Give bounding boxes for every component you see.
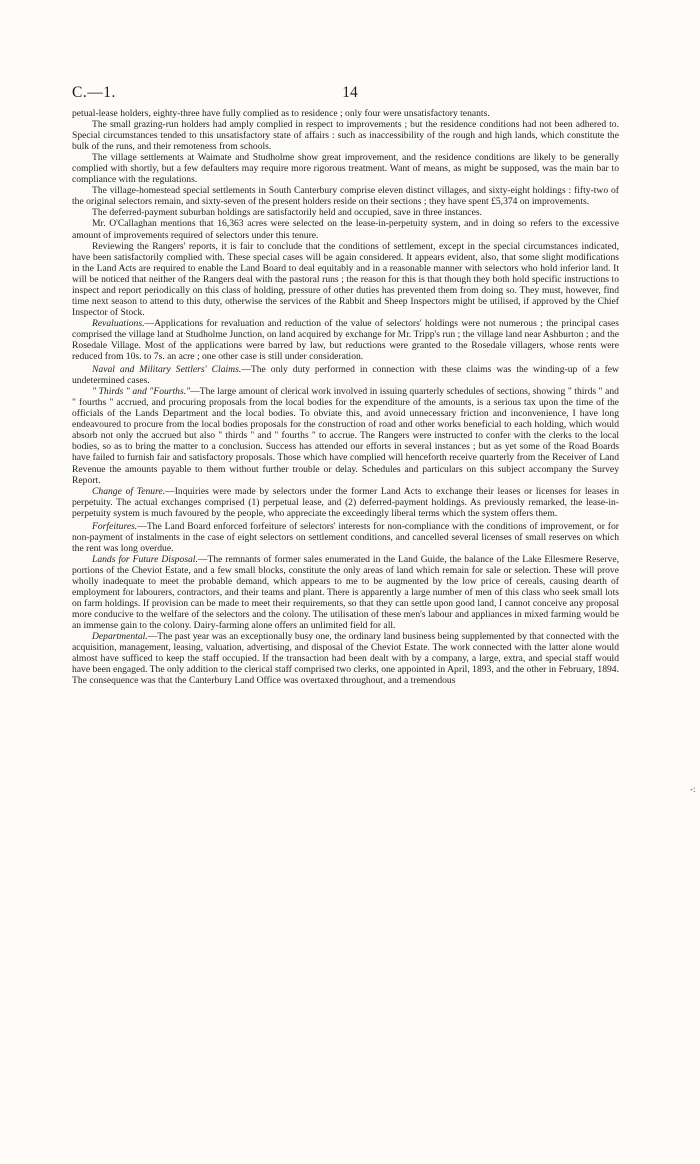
paragraph: Mr. O'Callaghan mentions that 16,363 acres were selected on the lease-in-perpetuity system, and in doing so refers to the excessive amount of improvements required of selectors under this tenure.	[72, 218, 619, 241]
page-number: 14	[342, 84, 358, 101]
paragraph-departmental: Departmental.—The past year was an exceptionally busy one, the ordinary land business being supplemented by that connected with the acquisition, management, leasing, valuation, advertising, and disposal of the Cheviot Estate. The work connected with the latter alone would almost have sufficed to keep the staff occupied. If the transaction had been dealt with by a company, a large, extra, and special staff would have been engaged. The only addition to the clerical staff comprised two clerks, one appointed in April, 1893, and the other in February, 1894. The consequence was that the Canterbury Land Office was overtaxed throughout, and a tremendous	[72, 631, 619, 687]
paragraph: Reviewing the Rangers' reports, it is fair to conclude that the conditions of settlement, except in the special circumstances indicated, have been satisfactorily complied with. These special cases will be again considered. It appears evident, also, that some slight modifications in the Land Acts are required to enable the Land Board to deal equitably and in a reasonable manner with selectors who hold inferior land. It will be noticed that neither of the Rangers deal with the pastoral runs ; the reason for this is that though they both hold specific instructions to inspect and report periodically on this class of holding, pressure of other duties has prevented them from doing so. They must, however, find time next season to attend to this duty, otherwise the services of the Rabbit and Sheep Inspectors might be utilised, if approved by the Chief Inspector of Stock.	[72, 240, 619, 318]
section-heading: Naval and Military Settlers' Claims.	[92, 364, 242, 376]
paragraph-revaluations: Revaluations.—Applications for revaluation and reduction of the value of selectors' holdings were not numerous ; the principal cases comprised the village land at Studholme Junction, on land acquired by exchange for Mr. Tripp's run ; the village land near Ashburton ; and the Rosedale Village. Most of the applications were barred by law, but reductions were granted to the Rosedale villagers, whose rents were reduced from 10s. to 7s. an acre ; one other case is still under consideration.	[72, 317, 619, 363]
paragraph-change-of-tenure: Change of Tenure.—Inquiries were made by selectors under the former Land Acts to exchange their leases or licenses for leases in perpetuity. The actual exchanges comprised (1) perpetual lease, and (2) deferred-payment holdings. As previously remarked, the lease-in-perpetuity system is much favoured by the people, who appreciate the exceedingly liberal terms which the system offers them.	[72, 485, 619, 519]
paragraph: The deferred-payment suburban holdings are satisfactorily held and occupied, save in three instances.	[92, 207, 483, 219]
paragraph: The village-homestead special settlements in South Canterbury comprise eleven distinct villages, and sixty-eight holdings : fifty-two of the original selectors remain, and sixty-seven of the present holders reside on their sections ; they have spent £5,374 on improvements.	[72, 185, 619, 208]
paragraph-thirds-fourths: " Thirds " and "Fourths."—The large amount of clerical work involved in issuing quarterly schedules of sections, showing " thirds " and " fourths " accrued, and procuring proposals from the local bodies for the expenditure of the amounts, is a serious tax upon the time of the officials of the Lands Department and the local bodies. To obviate this, and avoid unnecessary friction and inconvenience, I have long endeavoured to procure from the local bodies proposals for the construction of road and other works beneficial to each holding, which would absorb not only the accrued but also " thirds " and " fourths " to accrue. The Rangers were instructed to confer with the clerks to the local bodies, so as to bring the matter to a conclusion. Success has attended our efforts in several instances ; but as yet some of the Road Boards have failed to furnish fair and satisfactory proposals. Those which have complied will henceforth receive quarterly from the Receiver of Land Revenue the amounts payable to them without further trouble or delay. Schedules and particulars on this subject accompany the Survey Report.	[72, 386, 619, 486]
paragraph: petual-lease holders, eighty-three have fully complied as to residence ; only four were unsatisfactory tenants.	[72, 108, 490, 119]
section-heading: " Thirds " and "Fourths."	[92, 386, 191, 398]
section-heading: Change of Tenure.	[92, 485, 166, 497]
paragraph-lands-future-disposal: Lands for Future Disposal.—The remnants of former sales enumerated in the Land Guide, the balance of the Lake Ellesmere Reserve, portions of the Cheviot Estate, and a few small blocks, constitute the only areas of land which remain for sale or selection. These will prove wholly inadequate to meet the probable demand, which appears to me to be augmented by the low price of cereals, causing dearth of employment for labourers, contractors, and their teams and plant. There is apparently a large number of men of this class who seek small lots on farm holdings. If provision can be made to meet their requirements, so that they can settle upon good land, I cannot conceive any proposal more conducive to the welfare of the selectors and the colony. The utilisation of these men's labour and appliances in mixed farming would be an immense gain to the colony. Dairy-farming alone offers an unlimited field for all.	[72, 553, 619, 632]
document-reference: C.—1.	[72, 84, 116, 101]
report-body	[72, 108, 619, 686]
paragraph: The village settlements at Waimate and Studholme show great improvement, and the residence conditions are likely to be generally complied with shortly, but a few defaulters may require more rigorous treatment. Want of means, as might be supposed, was the main bar to compliance with the regulations.	[72, 152, 619, 186]
section-heading: Revaluations.	[92, 317, 145, 329]
page-header	[72, 84, 628, 106]
paragraph-naval-claims: Naval and Military Settlers' Claims.—The only duty performed in connection with these claims was the winding-up of a few undetermined cases.	[72, 364, 619, 387]
section-heading: Departmental.	[92, 631, 148, 643]
paragraph-forfeitures: Forfeitures.—The Land Board enforced forfeiture of selectors' interests for non-compliance with the conditions of improvement, or for non-payment of instalments in the case of eight selectors on settlement conditions, and cancelled several licenses of small reserves on which the rent was long overdue.	[72, 520, 619, 554]
section-heading: Forfeitures.	[92, 520, 138, 532]
section-heading: Lands for Future Disposal.	[92, 553, 198, 565]
margin-mark: -:	[690, 784, 696, 794]
paragraph: The small grazing-run holders had amply complied in respect to improvements ; but the residence conditions had not been adhered to. Special circumstances tended to this unsatisfactory state of affairs : such as inaccessibility of the rough and high lands, which constitute the bulk of the runs, and their remoteness from schools.	[72, 119, 619, 153]
